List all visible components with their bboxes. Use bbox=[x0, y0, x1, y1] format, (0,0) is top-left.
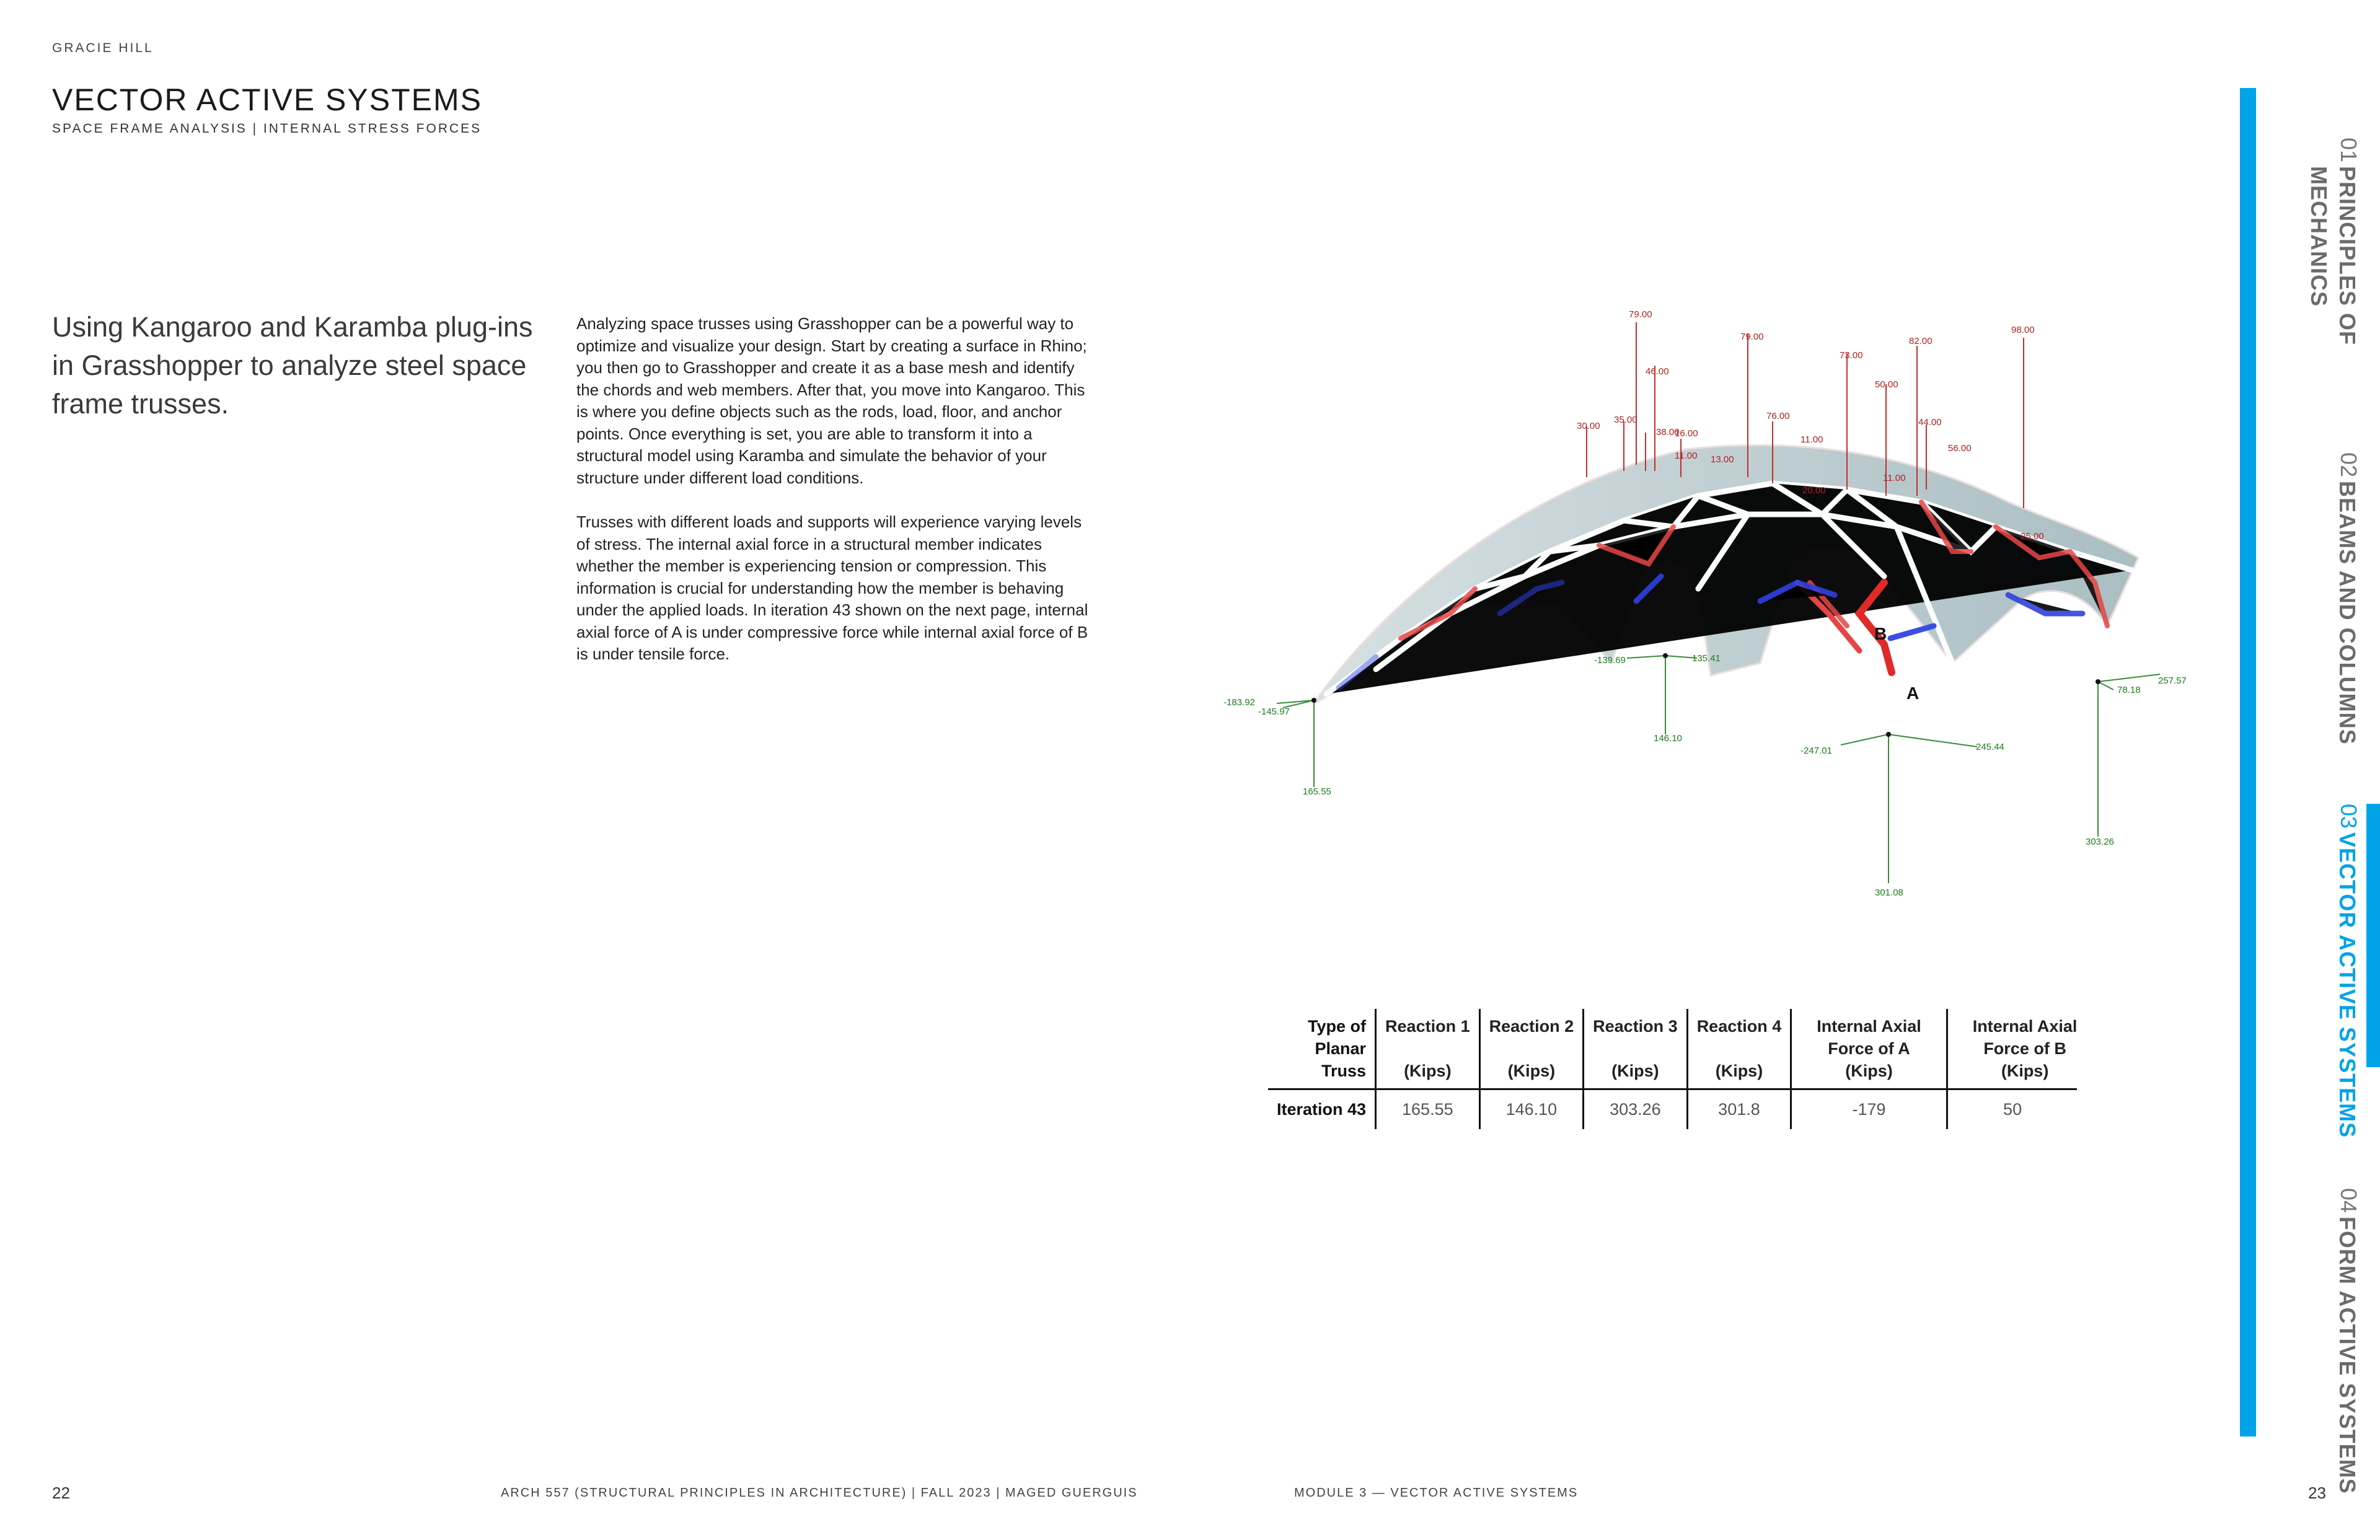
col-header-reaction-3: Reaction 3 (Kips) bbox=[1584, 1009, 1688, 1089]
load-label: 76.00 bbox=[1766, 411, 1790, 421]
sidebar-accent-bar bbox=[2240, 88, 2256, 1437]
load-label: 11.00 bbox=[1800, 434, 1823, 445]
load-label: 11.00 bbox=[1883, 473, 1906, 483]
load-label: 44.00 bbox=[1918, 417, 1942, 428]
load-label: 46.00 bbox=[1646, 366, 1669, 377]
reaction-labels bbox=[1223, 653, 2187, 898]
col-header-force-a: Internal Axial Force of A (Kips) bbox=[1791, 1009, 1947, 1089]
space-frame-diagram bbox=[1215, 291, 2194, 923]
col-header-reaction-4: Reaction 4 (Kips) bbox=[1687, 1009, 1791, 1089]
col-header-force-b: Internal Axial Force of B (Kips) bbox=[1947, 1009, 2077, 1089]
row-label: Iteration 43 bbox=[1277, 1100, 1367, 1119]
col-header-type: Type of Planar Truss bbox=[1308, 1017, 1367, 1080]
results-table bbox=[1268, 1009, 2077, 1129]
sidebar-item-number: 01 bbox=[2336, 138, 2361, 163]
load-label: 25.00 bbox=[2021, 531, 2044, 542]
table-header-row bbox=[1268, 1009, 2077, 1089]
author-name: GRACIE HILL bbox=[52, 41, 154, 55]
page-subtitle: SPACE FRAME ANALYSIS | INTERNAL STRESS FORCES bbox=[52, 121, 482, 136]
table-cell: 165.55 bbox=[1376, 1089, 1480, 1130]
label-a: A bbox=[1906, 684, 1919, 703]
support-marker bbox=[2096, 679, 2100, 684]
reaction-label: 165.55 bbox=[1303, 786, 1331, 797]
load-label: 79.00 bbox=[1740, 332, 1764, 342]
page-number-left: 22 bbox=[52, 1484, 70, 1502]
reaction-label: 146.10 bbox=[1654, 733, 1682, 744]
sidebar-item-number: 03 bbox=[2336, 804, 2361, 829]
reaction-label: 135.41 bbox=[1692, 653, 1721, 664]
sidebar-item-vector-active-systems[interactable] bbox=[2262, 804, 2361, 1138]
footer-course: ARCH 557 (STRUCTURAL PRINCIPLES IN ARCHITECTURE) | FALL 2023 | MAGED GUERGUIS bbox=[501, 1486, 1138, 1500]
body-paragraph-2: Trusses with different loads and supports will experience varying levels of stress. The internal axial force in a structural member indicates whether the member is experiencing tension or compression. This information is crucial for understanding how the member is behaving under the applied loads. In iteration 43 shown on the next page, internal axial force of A is under compressive force while internal axial force of B is under tensile force. bbox=[576, 513, 1088, 663]
table-cell: 301.8 bbox=[1687, 1089, 1791, 1130]
support-marker bbox=[1886, 732, 1891, 737]
load-label: 79.00 bbox=[1629, 309, 1652, 320]
col-header-reaction-1: Reaction 1 (Kips) bbox=[1376, 1009, 1480, 1089]
reaction-label: -139.69 bbox=[1594, 655, 1626, 666]
load-label: 20.00 bbox=[1802, 485, 1826, 496]
footer-module: MODULE 3 — VECTOR ACTIVE SYSTEMS bbox=[1294, 1486, 1579, 1500]
sidebar-active-indicator bbox=[2366, 804, 2380, 1067]
table-cell: 146.10 bbox=[1479, 1089, 1584, 1130]
table-cell: -179 bbox=[1791, 1089, 1947, 1130]
load-label: 50.00 bbox=[1875, 379, 1898, 390]
label-b: B bbox=[1874, 624, 1887, 643]
sidebar-item-label: PRINCIPLES OF MECHANICS bbox=[2306, 166, 2360, 346]
body-paragraph-1: Analyzing space trusses using Grasshopper can be a powerful way to optimize and visualize your design. Start by creating a surface in Rhino; you then go to Grasshopper and create it as a base mesh and identify the chords and web members. After that, you move into Kangaroo. This is where you define objects such as the rods, load, floor, and anchor points. Once everything is set, you are able to transform it into a structural model using Karamba and simulate the behavior of your structure under different load conditions. bbox=[576, 314, 1087, 487]
lead-paragraph: Using Kangaroo and Karamba plug-ins in Grasshopper to analyze steel space frame trusses. bbox=[52, 311, 533, 420]
load-label: 16.00 bbox=[1675, 428, 1698, 439]
sidebar-item-label: FORM ACTIVE SYSTEMS bbox=[2335, 1217, 2360, 1494]
sidebar-item-principles-of-mechanics[interactable] bbox=[2262, 138, 2361, 371]
page-number-right: 23 bbox=[2308, 1484, 2326, 1502]
load-label: 35.00 bbox=[1614, 415, 1637, 425]
sidebar-item-form-active-systems[interactable] bbox=[2262, 1188, 2361, 1494]
load-label: 82.00 bbox=[1909, 336, 1933, 346]
reaction-label: -247.01 bbox=[1800, 746, 1832, 756]
page-title: VECTOR ACTIVE SYSTEMS bbox=[52, 82, 483, 117]
load-label: 13.00 bbox=[1711, 454, 1734, 465]
table-row bbox=[1268, 1089, 2077, 1130]
sidebar-item-label: VECTOR ACTIVE SYSTEMS bbox=[2335, 832, 2360, 1138]
reaction-label: 78.18 bbox=[2117, 685, 2141, 695]
sidebar-item-label: BEAMS AND COLUMNS bbox=[2335, 481, 2360, 745]
table-cell: 50 bbox=[1947, 1089, 2077, 1130]
reaction-label: 301.08 bbox=[1875, 887, 1903, 898]
reaction-label: 245.44 bbox=[1976, 742, 2004, 752]
sidebar-item-number: 02 bbox=[2336, 452, 2361, 478]
sidebar-item-number: 04 bbox=[2336, 1188, 2361, 1213]
support-marker bbox=[1663, 653, 1668, 658]
reaction-label: 257.57 bbox=[2158, 675, 2187, 686]
load-label: 56.00 bbox=[1948, 443, 1972, 454]
support-marker bbox=[1311, 698, 1316, 703]
reaction-label: -183.92 bbox=[1223, 697, 1255, 708]
table-cell: 303.26 bbox=[1584, 1089, 1688, 1130]
body-text bbox=[576, 313, 1091, 688]
load-label: 98.00 bbox=[2011, 325, 2035, 335]
load-label: 30.00 bbox=[1577, 421, 1600, 431]
reaction-label: -145.97 bbox=[1258, 706, 1290, 717]
load-label: 38.00 bbox=[1656, 427, 1680, 438]
reaction-label: 303.26 bbox=[2086, 837, 2114, 847]
sidebar-item-beams-and-columns[interactable] bbox=[2262, 452, 2361, 745]
load-label: 73.00 bbox=[1840, 350, 1863, 361]
reaction-vectors bbox=[1277, 656, 2160, 883]
col-header-reaction-2: Reaction 2 (Kips) bbox=[1479, 1009, 1584, 1089]
load-label: 11.00 bbox=[1675, 451, 1698, 461]
